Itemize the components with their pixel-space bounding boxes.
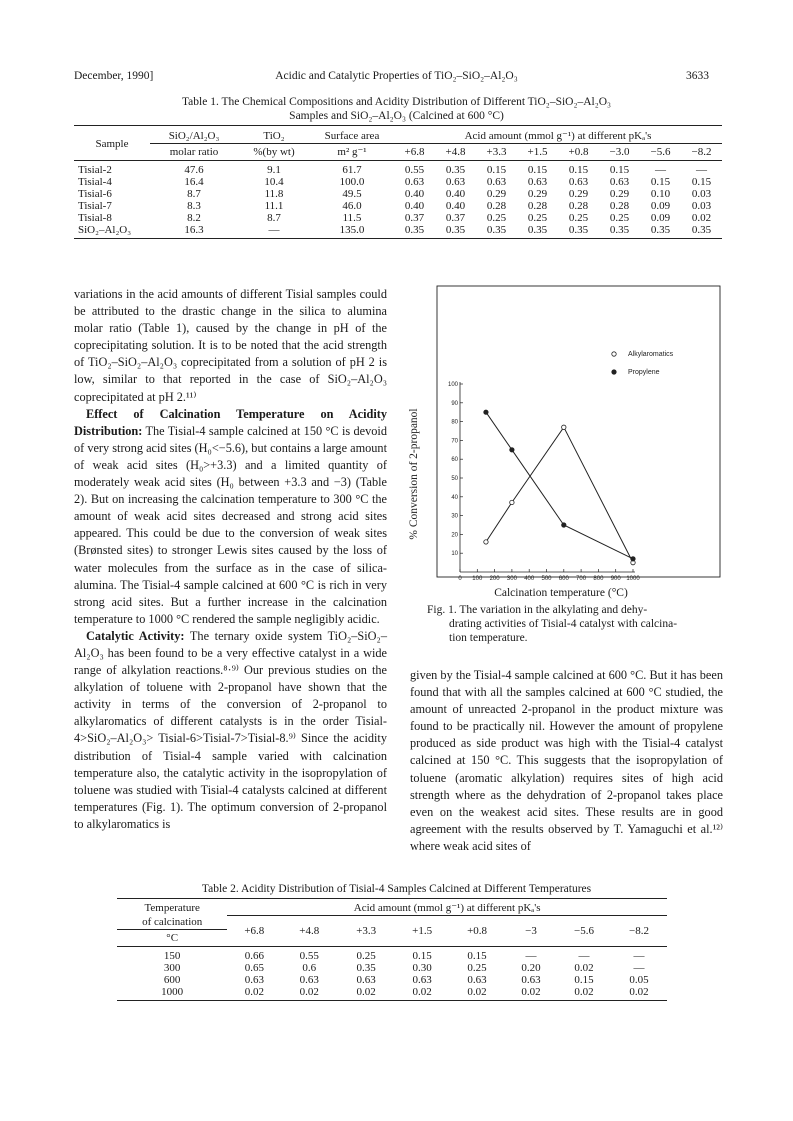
- table-cell: 0.66: [244, 950, 264, 962]
- table-cell: 0.02: [521, 986, 541, 998]
- table-cell: 11.1: [264, 200, 284, 212]
- table-cell: 0.35: [404, 224, 425, 236]
- table-cell: 0.09: [650, 200, 671, 212]
- left-column: [74, 286, 387, 833]
- table2-pka: +1.5: [395, 915, 449, 947]
- x-tick-label: 1000: [626, 576, 640, 582]
- table1-header-area-unit: m² g⁻¹: [310, 144, 394, 161]
- legend-label: Alkylaromatics: [628, 351, 674, 358]
- table-cell: 100.0: [339, 176, 365, 188]
- table-cell: 600: [163, 974, 181, 986]
- x-tick-label: 900: [610, 576, 621, 582]
- table-cell: 49.5: [342, 188, 362, 200]
- table1-row: [74, 188, 722, 200]
- table1-pka: −8.2: [681, 144, 722, 161]
- table-cell: 0.02: [629, 986, 649, 998]
- data-point: [510, 500, 514, 504]
- table-cell: 10.4: [264, 176, 284, 188]
- y-tick-label: 100: [447, 382, 458, 388]
- table2-pka: +0.8: [449, 915, 505, 947]
- legend-label: Propylene: [628, 369, 660, 376]
- data-point: [562, 425, 566, 429]
- y-tick-label: 70: [451, 438, 458, 445]
- table-cell: —: [268, 224, 280, 236]
- table-cell: 8.3: [187, 200, 201, 212]
- table-cell: 0.37: [445, 212, 466, 224]
- table-cell: 0.63: [412, 974, 432, 986]
- table-cell: 0.63: [404, 176, 425, 188]
- data-point: [484, 540, 488, 544]
- table1-pka: +6.8: [394, 144, 435, 161]
- table-cell: 0.28: [609, 200, 630, 212]
- table-cell: 0.28: [568, 200, 589, 212]
- table-cell: 0.02: [467, 986, 487, 998]
- table-cell: 61.7: [342, 164, 362, 176]
- table-cell: 0.63: [486, 176, 507, 188]
- legend-marker: [612, 370, 616, 374]
- x-tick-label: 100: [472, 576, 483, 582]
- table-cell: 0.40: [404, 188, 425, 200]
- table-cell: 0.09: [650, 212, 671, 224]
- table-cell: 0.25: [609, 212, 630, 224]
- table1-pka: −3.0: [599, 144, 640, 161]
- table-cell: 0.55: [404, 164, 425, 176]
- table-cell: 0.15: [568, 164, 589, 176]
- table-cell: 135.0: [339, 224, 365, 236]
- table-cell: 0.15: [691, 176, 712, 188]
- table-cell: 0.03: [691, 200, 712, 212]
- x-tick-label: 400: [524, 576, 535, 582]
- table-cell: 0.6: [302, 962, 317, 974]
- table-cell: 8.2: [187, 212, 201, 224]
- table-cell: 11.5: [342, 212, 362, 224]
- table-cell: 0.63: [467, 974, 487, 986]
- table2-header-temp-unit: °C: [117, 930, 227, 947]
- table-cell: 46.0: [342, 200, 362, 212]
- table-cell: 9.1: [267, 164, 281, 176]
- table-cell: 0.63: [299, 974, 319, 986]
- table-cell: 0.25: [527, 212, 548, 224]
- table-cell: 11.8: [264, 188, 284, 200]
- table-cell: 0.25: [467, 962, 487, 974]
- table2-pka: −5.6: [557, 915, 611, 947]
- table2-pka: −8.2: [611, 915, 667, 947]
- y-tick-label: 80: [451, 419, 458, 426]
- table-cell: 0.25: [486, 212, 507, 224]
- x-tick-label: 800: [593, 576, 604, 582]
- table1-header-sample: Sample: [95, 138, 129, 150]
- table-cell: 0.03: [691, 188, 712, 200]
- figure-1-chart: [400, 284, 722, 604]
- table-cell: 0.40: [445, 188, 466, 200]
- table-cell: 300: [163, 962, 181, 974]
- y-tick-label: 20: [451, 532, 458, 539]
- table1-pka: +3.3: [476, 144, 517, 161]
- table-cell: 0.35: [527, 224, 548, 236]
- table-cell: 0.15: [609, 164, 630, 176]
- table2-row: [117, 962, 667, 974]
- legend-marker: [612, 352, 616, 356]
- table-cell: Tisial-8: [78, 212, 112, 224]
- table-cell: 0.15: [486, 164, 507, 176]
- series-line-1: [486, 427, 633, 562]
- table-cell: 0.02: [299, 986, 319, 998]
- table-cell: 0.02: [244, 986, 264, 998]
- table-cell: 0.63: [244, 974, 264, 986]
- x-tick-label: 600: [558, 576, 569, 582]
- table-cell: Tisial-4: [78, 176, 112, 188]
- table-cell: —: [633, 950, 645, 962]
- table1-header-ratio: SiO₂/Al₂O₃: [168, 129, 220, 142]
- table-cell: —: [633, 962, 645, 974]
- table-cell: 0.25: [356, 950, 376, 962]
- table2-pka: −3: [505, 915, 557, 947]
- table-cell: 16.3: [184, 224, 204, 236]
- table1-row: [74, 224, 722, 236]
- table1-header-tio2-unit: %(by wt): [238, 144, 310, 161]
- table-cell: 0.29: [568, 188, 589, 200]
- table2-header-temp: Temperature: [144, 902, 200, 914]
- table-cell: 0.10: [650, 188, 671, 200]
- table1-caption-line2: Samples and SiO₂–Al₂O₃ (Calcined at 600 °C): [289, 110, 504, 122]
- table2-pka: +3.3: [337, 915, 395, 947]
- right-column: [410, 667, 723, 855]
- table-cell: 0.65: [244, 962, 264, 974]
- data-point: [484, 410, 488, 414]
- table-cell: 0.15: [574, 974, 594, 986]
- table-cell: 0.30: [412, 962, 432, 974]
- table-cell: 0.35: [609, 224, 630, 236]
- table1-row: [74, 200, 722, 212]
- table2-caption: Table 2. Acidity Distribution of Tisial-4 Samples Calcined at Different Temperatures: [201, 883, 592, 895]
- data-point: [631, 557, 635, 561]
- table-cell: 0.25: [568, 212, 589, 224]
- table2-header-acid: Acid amount (mmol g⁻¹) at different pKₐ's: [353, 901, 541, 914]
- table-cell: 0.15: [527, 164, 548, 176]
- plot-frame: [437, 286, 720, 577]
- table1-row: [74, 176, 722, 188]
- table-cell: 0.35: [356, 962, 376, 974]
- table-cell: 0.02: [574, 962, 594, 974]
- table-cell: 0.63: [609, 176, 630, 188]
- table-cell: 0.02: [412, 986, 432, 998]
- table-cell: 0.35: [568, 224, 589, 236]
- table1-row: [74, 212, 722, 224]
- table1-pka: +4.8: [435, 144, 476, 161]
- table-cell: 0.02: [356, 986, 376, 998]
- table-cell: 0.35: [691, 224, 712, 236]
- table-cell: —: [696, 164, 707, 176]
- table-cell: 0.29: [609, 188, 630, 200]
- running-header-date: December, 1990]: [74, 70, 154, 82]
- table1-header-area: Surface area: [324, 129, 380, 142]
- table2-pka: +4.8: [281, 915, 337, 947]
- y-tick-label: 10: [451, 551, 458, 558]
- table2-pka: +6.8: [227, 915, 281, 947]
- table-cell: 0.63: [445, 176, 466, 188]
- table-cell: 0.02: [691, 212, 712, 224]
- table-cell: 0.35: [650, 224, 671, 236]
- table-cell: 1000: [161, 986, 184, 998]
- x-tick-label: 700: [576, 576, 587, 582]
- table2: [117, 898, 667, 1001]
- x-tick-label: 200: [489, 576, 500, 582]
- table-cell: 0.35: [486, 224, 507, 236]
- x-tick-label: 0: [458, 576, 462, 582]
- table-cell: —: [525, 950, 537, 962]
- table2-header-temp: of calcination: [142, 916, 203, 928]
- table-cell: 0.40: [404, 200, 425, 212]
- paragraph: Catalytic Activity: The ternary oxide system TiO₂–SiO₂–Al₂O₃ has been found to be a very effective catalyst in a wide range of alkylation reactions.⁸·⁹⁾ Our previous studies on the alkylation of toluene with 2-propanol have shown that the activity in terms of the conversion of 2-propanol to alkylaromatics of different catalysts is in the order Tisial-4>SiO₂–Al₂O₃> Tisial-6>Tisial-7>Tisial-8.⁹⁾ Since the acidity distribution of Tisial-4 sample varied with calcination temperature also, the catalytic activity in the isopropylation of toluene was studied with Tisial-4 catalysts calcined at different temperatures (Fig. 1). The optimum conversion of 2-propanol to alkylaromatics is: [74, 628, 387, 831]
- table-cell: 0.37: [404, 212, 425, 224]
- table-cell: 0.28: [486, 200, 507, 212]
- table-cell: 47.6: [184, 164, 204, 176]
- figure-1-caption: Fig. 1. The variation in the alkylating and dehy- drating activities of Tisial-4 catalyst with calcina- tion temperature.: [427, 604, 678, 644]
- table-cell: 0.28: [527, 200, 548, 212]
- section-heading: Catalytic Activity:: [86, 628, 185, 643]
- y-tick-label: 40: [451, 494, 458, 501]
- table-cell: 0.40: [445, 200, 466, 212]
- table-cell: 0.20: [521, 962, 541, 974]
- table1: [74, 125, 722, 239]
- table1-pka: +0.8: [558, 144, 599, 161]
- y-tick-label: 50: [451, 476, 458, 482]
- table-cell: Tisial-2: [78, 164, 112, 176]
- table-cell: 0.15: [650, 176, 671, 188]
- x-axis-label: Calcination temperature (°C): [494, 587, 628, 599]
- table-cell: 8.7: [187, 188, 201, 200]
- table-cell: Tisial-6: [78, 188, 112, 200]
- y-axis-label: % Conversion of 2-propanol: [408, 408, 420, 540]
- table1-pka: −5.6: [640, 144, 681, 161]
- data-point: [562, 523, 566, 527]
- table-cell: 0.63: [521, 974, 541, 986]
- table-cell: SiO₂–Al₂O₃: [78, 224, 132, 236]
- table1-header-ratio-unit: molar ratio: [150, 144, 238, 161]
- table-cell: 16.4: [184, 176, 204, 188]
- table2-row: [117, 947, 667, 963]
- data-point: [510, 448, 514, 452]
- y-tick-label: 90: [451, 400, 458, 407]
- table2-row: [117, 986, 667, 998]
- table-cell: 0.63: [356, 974, 376, 986]
- table1-header-acid: Acid amount (mmol g⁻¹) at different pKₐ's: [464, 129, 652, 142]
- x-tick-label: 300: [506, 576, 517, 582]
- y-tick-label: 30: [451, 513, 458, 520]
- table-cell: —: [655, 164, 666, 176]
- table-cell: 0.05: [629, 974, 649, 986]
- table-cell: 0.63: [527, 176, 548, 188]
- table1-header-tio2: TiO₂: [263, 129, 285, 142]
- table-cell: 0.02: [574, 986, 594, 998]
- table-cell: 0.29: [486, 188, 507, 200]
- table-cell: Tisial-7: [78, 200, 112, 212]
- table-cell: 0.35: [445, 164, 466, 176]
- paragraph: Effect of Calcination Temperature on Acidity Distribution: The Tisial-4 sample calcined at 150 °C is devoid of very strong acid sites (H₀<−5.6), but contains a large amount of weak acid sites (H₀>+3.3) and a limited quantity of moderately weak acid sites (H₀ between +3.3 and −3) (Table 2). But on increasing the calcination temperature to 300 °C the amount of weak acid sites decreased and strong acid sites appeared. This could be due to the conversion of weak sites (Brønsted sites) to stronger Lewis sites caused by the loss of water molecules from the surface as in the case of silica-alumina. The Tisial-4 sample calcined at 600 °C is rich in very strong acid sites. But a further increase in the calcination temperature to 1000 °C rendered the sample negligibly acidic.: [74, 406, 387, 626]
- section-heading: Effect of Calcination Temperature on Acidity Distribution:: [74, 406, 387, 438]
- table-cell: 0.63: [568, 176, 589, 188]
- figure-1: [400, 284, 722, 604]
- table1-row: [74, 161, 722, 177]
- table1-pka: +1.5: [517, 144, 558, 161]
- paragraph: given by the Tisial-4 sample calcined at 600 °C. But it has been found that with all the samples calcined at 600 °C studied, the amount of unreacted 2-propanol in the product mixture was found to be practically nil. However the amount of propylene produced as side product was high with the Tisial-4 catalyst calcined at 150 °C. This suggests that the isopropylation of toluene (aromatic alkylation) requires sites of high acid strength where as the dehydration of 2-propanol takes place even on the weakest acid sites. These results are in good agreement with the results observed by T. Yamaguchi et al.¹²⁾ where weak acid sites of: [410, 668, 723, 853]
- x-tick-label: 500: [541, 576, 552, 582]
- table-cell: —: [578, 950, 590, 962]
- table-cell: 150: [163, 950, 181, 962]
- table1-caption-line1: Table 1. The Chemical Compositions and Acidity Distribution of Different TiO₂–SiO₂–Al₂O₃: [181, 96, 612, 108]
- running-header-title: Acidic and Catalytic Properties of TiO₂–SiO₂–Al₂O₃: [275, 70, 518, 82]
- table-cell: 0.15: [412, 950, 432, 962]
- table-cell: 0.15: [467, 950, 487, 962]
- y-tick-label: 60: [451, 457, 458, 464]
- table-cell: 8.7: [267, 212, 281, 224]
- table-cell: 0.55: [299, 950, 319, 962]
- paragraph: variations in the acid amounts of different Tisial samples could be attributed to the drastic change in the silica to alumina molar ratio (Table 1), caused by the change in pH of the coprecipitating solution. It is to be noted that the acid strength of TiO₂–SiO₂–Al₂O₃ coprecipitated from a solution of pH 2 is low, similar to that reported in the case of SiO₂–Al₂O₃ coprecipitated at pH 2.¹¹⁾: [74, 287, 387, 404]
- table-cell: 0.35: [445, 224, 466, 236]
- page-number: 3633: [686, 70, 709, 82]
- table2-row: [117, 974, 667, 986]
- table-cell: 0.29: [527, 188, 548, 200]
